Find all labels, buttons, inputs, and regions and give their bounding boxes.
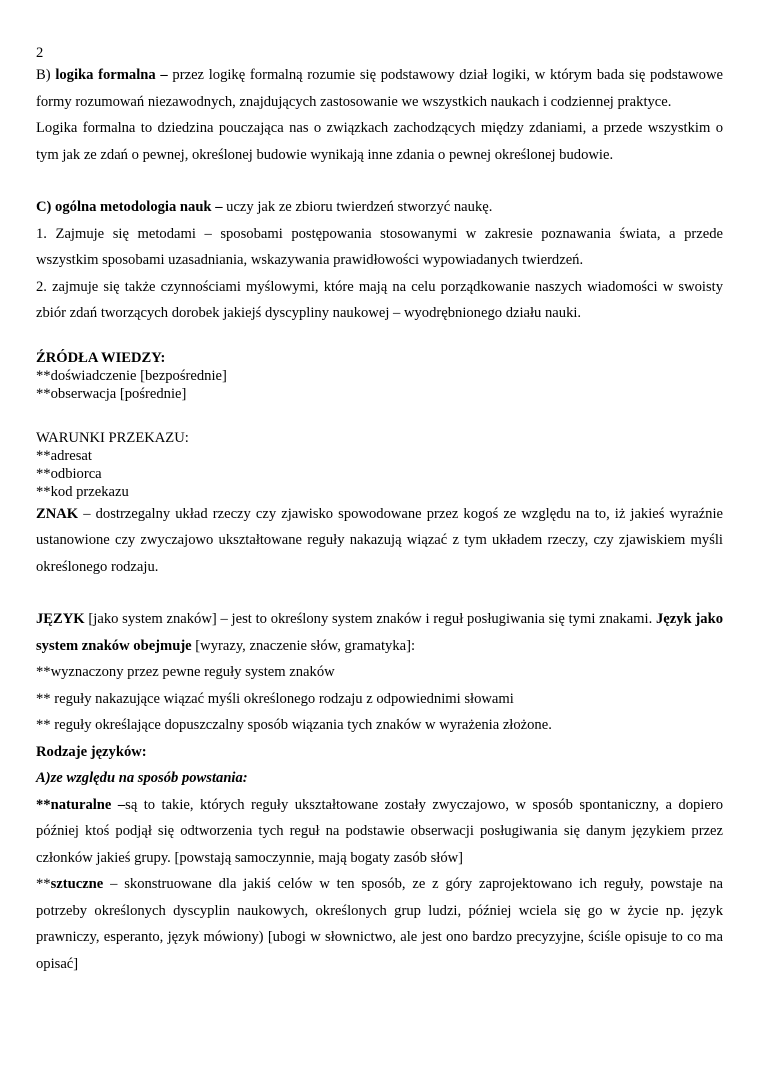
- section-b-text: przez logikę formalną rozumie się podstawowy dział logiki, w którym bada się podstawowe formy rozumowań niezawodnych, znajdujących zastosowanie we wszystkich naukach i codziennej praktyce.: [36, 67, 724, 110]
- artificial-prefix: **: [36, 876, 51, 892]
- transfer-item: **adresat: [36, 447, 92, 464]
- types-title: Rodzaje języków:: [36, 743, 147, 760]
- jezyk-item: ** reguły nakazujące wiązać myśli określonego rodzaju z odpowiednimi słowami: [36, 690, 514, 707]
- natural-text: są to takie, których reguły ukształtowane zostały zwyczajowo, w sposób spontaniczny, a dopiero później ktoś podjął się odtworzenia tych reguł na podstawie obserwacji posługiwania się danym językiem przez członków jakieś grupy. [powstają samoczynnie, mają bogaty zasób słów]: [36, 796, 723, 866]
- sources-title: ŹRÓDŁA WIEDZY:: [36, 349, 166, 366]
- section-c-item-1: 1. Zajmuje się metodami – sposobami postępowania stosowanymi w zakresie poznawania świata, a przede wszystkim sposobami uzasadniania, wskazywania prawidłowości wypowiadanych twierdzeń.: [36, 225, 723, 268]
- jezyk-definition: [36, 606, 723, 659]
- artificial-text: – skonstruowane dla jakiś celów w ten sposób, ze z góry zaprojektowano ich reguły, powstaje na potrzeby określonych dyscyplin naukowych, określonych grup ludzi, później wciela się go w życie np. język prawniczy, esperanto, język mówiony) [ubogi w słownictwo, ale jest ono bardzo precyzyjne, ściśle opisuje to co ma opisać]: [36, 876, 723, 972]
- jezyk-item: ** reguły określające dopuszczalny sposób wiązania tych znaków w wyrażenia złożone.: [36, 717, 552, 733]
- jezyk-text: [jako system znaków] – jest to określony system znaków i reguł posługiwania się tymi znakami.: [84, 611, 656, 627]
- types-subtitle: A)ze względu na sposób powstania:: [36, 770, 248, 786]
- page-number: 2: [36, 45, 44, 61]
- jezyk-bold-phrase: Język jako system znaków obejmuje: [36, 611, 724, 654]
- document-page: [36, 44, 723, 977]
- section-c-item-2: 2. zajmuje się także czynnościami myślowymi, które mają na celu porządkowanie naszych wiadomości w swoisty zbiór zdań tworzących dorobek jakiejś dyscypliny naukowej – wyodrębnionego działu nauki.: [36, 278, 723, 321]
- natural-term: **naturalne –: [36, 796, 126, 813]
- natural-languages: [36, 792, 723, 872]
- transfer-title: WARUNKI PRZEKAZU:: [36, 429, 189, 446]
- transfer-item: **kod przekazu: [36, 483, 129, 500]
- section-b-title: logika formalna –: [55, 67, 168, 83]
- section-c-paragraph: [36, 194, 723, 221]
- section-c-title: C) ogólna metodologia nauk –: [36, 199, 223, 215]
- transfer-item: **odbiorca: [36, 465, 102, 482]
- sources-item: **obserwacja [pośrednie]: [36, 385, 187, 402]
- znak-term: ZNAK: [36, 505, 79, 522]
- jezyk-item: **wyznaczony przez pewne reguły system znaków: [36, 664, 335, 680]
- artificial-term: sztuczne: [50, 876, 104, 892]
- section-b-paragraph: [36, 62, 723, 115]
- artificial-languages: [36, 871, 723, 977]
- section-c-text: uczy jak ze zbioru twierdzeń stworzyć naukę.: [222, 199, 493, 215]
- sources-item: **doświadczenie [bezpośrednie]: [36, 367, 227, 384]
- section-b-letter: B): [36, 67, 51, 83]
- section-b-paragraph-2: Logika formalna to dziedzina pouczająca nas o związkach zachodzących między zdaniami, a przede wszystkim o tym jak ze zdań o pewnej, określonej budowie wynikają inne zdania o pewnej określonej budowie.: [36, 120, 723, 163]
- jezyk-term: JĘZYK: [36, 611, 85, 627]
- znak-text: – dostrzegalny układ rzeczy czy zjawisko spowodowane przez kogoś ze względu na to, iż jakieś wyraźnie ustanowione czy zwyczajowo ukształtowane reguły nakazują wiązać z tym układem rzeczy, czy zjawiskiem myśli określonego rodzaju.: [36, 505, 723, 575]
- jezyk-text-2: [wyrazy, znaczenie słów, gramatyka]:: [191, 637, 416, 654]
- znak-definition: [36, 501, 723, 581]
